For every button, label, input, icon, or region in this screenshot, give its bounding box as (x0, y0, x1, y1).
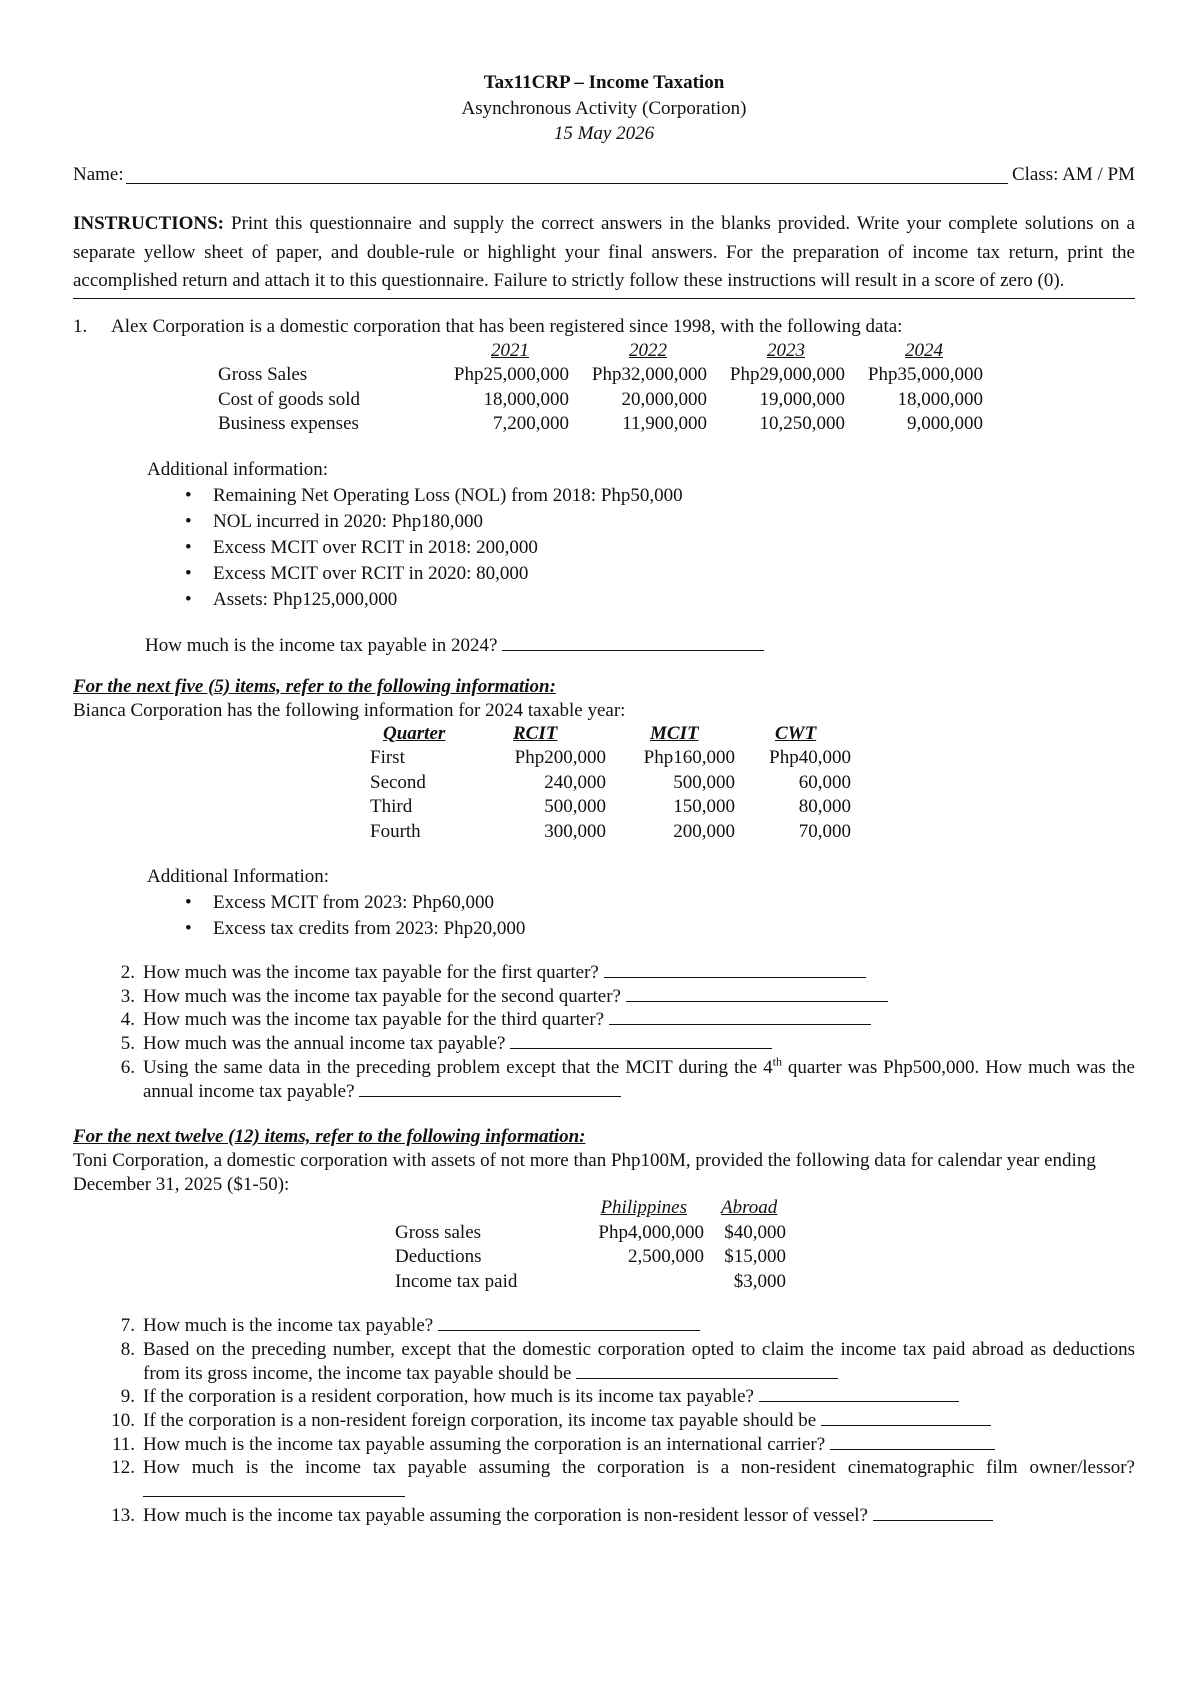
question-item (73, 1056, 1135, 1103)
list-item: • Excess MCIT from 2023: Php60,000 (146, 890, 1135, 916)
question-item (73, 1456, 1135, 1503)
table-row (218, 388, 983, 413)
question-list (73, 961, 1135, 1103)
table-cell: 18,000,000 (897, 388, 983, 410)
question-number: 7. (120, 1315, 135, 1337)
question-number: 12. (111, 1457, 135, 1479)
class-label: Class: AM / PM (1011, 164, 1135, 185)
list-item: • Assets: Php125,000,000 (146, 587, 1135, 613)
row-label: Gross sales (395, 1221, 482, 1243)
answer-blank[interactable] (359, 1080, 621, 1097)
table-row (218, 412, 983, 437)
table-cell: Php40,000 (769, 747, 851, 768)
document-subtitle: Asynchronous Activity (Corporation) (461, 98, 747, 119)
answer-blank[interactable] (576, 1362, 838, 1379)
question-number: 6. (120, 1056, 135, 1078)
question-text: Based on the preceding number, except that the domestic corporation opted to claim the income tax paid abroad as deductions from its gross income, the income tax payable should be (143, 1338, 1135, 1384)
question-1-text: Alex Corporation is a domestic corporation that has been registered since 1998, with the following data: (111, 315, 903, 337)
question-number: 10. (111, 1410, 135, 1432)
answer-blank[interactable] (143, 1480, 405, 1497)
table-row (370, 746, 851, 771)
question-item (73, 961, 1135, 985)
question-text: How much was the annual income tax payable? (143, 1033, 506, 1055)
table-cell: Fourth (370, 820, 421, 842)
question-number: 11. (111, 1433, 135, 1455)
column-header: Quarter (383, 722, 446, 744)
section-heading: For the next twelve (12) items, refer to the following information: (73, 1126, 586, 1148)
column-header: RCIT (513, 722, 558, 744)
table-cell: Php200,000 (514, 747, 606, 768)
question-1-ask (73, 633, 1135, 659)
table-row (218, 363, 983, 388)
year-header: 2021 (491, 339, 529, 361)
additional-info-label: Additional Information: (147, 866, 330, 887)
table-header-row (218, 339, 983, 364)
list-item: • Excess MCIT over RCIT in 2018: 200,000 (146, 535, 1135, 561)
list-item: • Excess MCIT over RCIT in 2020: 80,000 (146, 561, 1135, 587)
table-cell: Php160,000 (643, 747, 735, 768)
name-row (73, 162, 1135, 188)
answer-blank[interactable] (438, 1314, 700, 1331)
table-cell: 20,000,000 (621, 388, 707, 410)
table-header-row (370, 722, 851, 747)
question-text: How much is the income tax payable assuming the corporation is non-resident lessor of vessel? (143, 1504, 868, 1526)
table-cell: $40,000 (724, 1221, 786, 1243)
table-row (370, 795, 851, 820)
list-item: • Excess tax credits from 2023: Php20,000 (146, 916, 1135, 942)
question-number: 5. (120, 1033, 135, 1055)
row-label: Income tax paid (395, 1270, 518, 1292)
table-header-row (395, 1196, 786, 1221)
additional-info-label: Additional information: (147, 458, 329, 480)
table-cell: 9,000,000 (907, 413, 983, 434)
row-label: Business expenses (218, 413, 359, 434)
question-text: How much was the income tax payable for the third quarter? (143, 1009, 605, 1031)
year-header: 2023 (767, 339, 805, 361)
alex-additional-list (73, 483, 1135, 613)
table-cell: 200,000 (673, 820, 735, 842)
question-text: How much is the income tax payable in 2024? (145, 634, 498, 656)
question-item (73, 1385, 1135, 1409)
divider (73, 298, 1135, 299)
table-cell: Third (370, 796, 413, 817)
table-cell: 2,500,000 (628, 1246, 704, 1268)
bianca-quarter-table (370, 722, 851, 845)
year-header: 2022 (629, 339, 667, 361)
question-item (73, 1433, 1135, 1457)
list-item: • Remaining Net Operating Loss (NOL) from 2018: Php50,000 (146, 483, 1135, 509)
table-cell: Php29,000,000 (729, 364, 845, 385)
document-page (73, 70, 1135, 1528)
name-label: Name: (73, 164, 124, 185)
question-number: 4. (120, 1009, 135, 1031)
table-cell: 500,000 (673, 771, 735, 793)
question-text: quarter was Php500,000. How much was the annual income tax payable? (143, 1056, 1135, 1102)
table-cell: Php35,000,000 (867, 364, 983, 385)
question-number: 13. (111, 1504, 135, 1526)
question-number: 9. (120, 1386, 135, 1408)
document-date: 15 May 2026 (553, 123, 655, 144)
question-item (73, 1504, 1135, 1528)
table-cell: 7,200,000 (493, 413, 569, 434)
question-number: 8. (120, 1338, 135, 1360)
toni-data-table (395, 1196, 786, 1294)
question-number: 3. (120, 985, 135, 1007)
answer-blank[interactable] (873, 1504, 993, 1521)
section-intro: Toni Corporation, a domestic corporation with assets of not more than Php100M, provided the following data for calendar year ending December 31, 2025 ($1-50): (73, 1150, 1096, 1195)
question-text: How much was the income tax payable for the first quarter? (143, 962, 599, 983)
table-cell: $15,000 (724, 1246, 786, 1268)
question-item (73, 1409, 1135, 1433)
table-cell: Php32,000,000 (591, 364, 707, 385)
question-item (73, 1314, 1135, 1338)
table-cell: Php25,000,000 (453, 364, 569, 385)
table-cell: 300,000 (544, 820, 606, 842)
question-text: How much is the income tax payable? (143, 1315, 434, 1337)
document-title: Tax11CRP – Income Taxation (483, 72, 725, 93)
answer-blank[interactable] (604, 961, 866, 978)
question-text: How much is the income tax payable assuming the corporation is an international carrier? (143, 1433, 826, 1455)
section-intro: Bianca Corporation has the following information for 2024 taxable year: (73, 699, 626, 721)
table-cell: First (370, 747, 405, 768)
question-item (73, 1032, 1135, 1056)
question-text: If the corporation is a non-resident foreign corporation, its income tax payable should be (143, 1410, 817, 1432)
answer-blank[interactable] (830, 1433, 995, 1450)
instructions (73, 210, 1135, 296)
question-text: How much is the income tax payable assuming the corporation is a non-resident cinematographic film owner/lessor? (143, 1457, 1135, 1479)
year-header: 2024 (905, 339, 943, 361)
answer-blank[interactable] (759, 1385, 959, 1402)
question-text: If the corporation is a resident corporation, how much is its income tax payable? (143, 1386, 754, 1408)
question-list (73, 1314, 1135, 1527)
answer-blank[interactable] (821, 1409, 991, 1426)
instructions-text: Print this questionnaire and supply the correct answers in the blanks provided. Write your complete solutions on a separate yellow sheet of paper, and double-rule or highlight your final answers. For the preparation of income tax return, print the accomplished return and attach it to this questionnaire. Failure to strictly follow these instructions will result in a score of zero (0). (73, 213, 1135, 291)
table-cell: $3,000 (733, 1270, 786, 1292)
row-label: Cost of goods sold (218, 388, 360, 410)
table-cell: 150,000 (673, 796, 735, 817)
answer-blank[interactable] (626, 985, 888, 1002)
row-label: Gross Sales (218, 364, 308, 385)
table-row (395, 1245, 786, 1270)
table-cell: 11,900,000 (622, 413, 707, 434)
column-header: Philippines (600, 1197, 687, 1219)
question-text: Using the same data in the preceding problem except that the MCIT during the 4 (143, 1056, 773, 1078)
alex-data-table (218, 339, 983, 437)
name-blank[interactable] (126, 165, 1008, 184)
table-cell: 80,000 (798, 796, 851, 817)
question-1 (73, 315, 1135, 339)
table-cell (593, 1270, 704, 1295)
superscript: th (772, 1054, 782, 1069)
table-cell: 10,250,000 (759, 413, 845, 434)
table-cell: 240,000 (544, 771, 606, 793)
list-item: • NOL incurred in 2020: Php180,000 (146, 509, 1135, 535)
question-number: 2. (120, 962, 135, 983)
question-item (73, 1338, 1135, 1385)
bianca-additional-list (73, 890, 1135, 942)
table-row (370, 771, 851, 796)
section-heading: For the next five (5) items, refer to the following information: (73, 675, 556, 697)
column-header: CWT (775, 722, 817, 744)
table-cell: Php4,000,000 (598, 1221, 704, 1243)
table-cell: 70,000 (798, 820, 851, 842)
answer-blank[interactable] (502, 634, 764, 651)
table-cell: 19,000,000 (759, 388, 845, 410)
answer-blank[interactable] (609, 1008, 871, 1025)
answer-blank[interactable] (510, 1032, 772, 1049)
table-cell: 18,000,000 (483, 388, 569, 410)
question-number: 1. (73, 315, 88, 337)
question-item (73, 985, 1135, 1009)
table-row (395, 1270, 786, 1295)
row-label: Deductions (395, 1246, 482, 1268)
table-row (395, 1221, 786, 1246)
table-row (370, 820, 851, 845)
table-cell: 60,000 (798, 771, 851, 793)
question-item (73, 1008, 1135, 1032)
column-header: MCIT (650, 722, 699, 744)
question-text: How much was the income tax payable for the second quarter? (143, 985, 621, 1007)
table-cell: 500,000 (544, 796, 606, 817)
table-cell: Second (370, 771, 426, 793)
instructions-label: INSTRUCTIONS: (73, 213, 224, 234)
column-header: Abroad (721, 1197, 778, 1219)
